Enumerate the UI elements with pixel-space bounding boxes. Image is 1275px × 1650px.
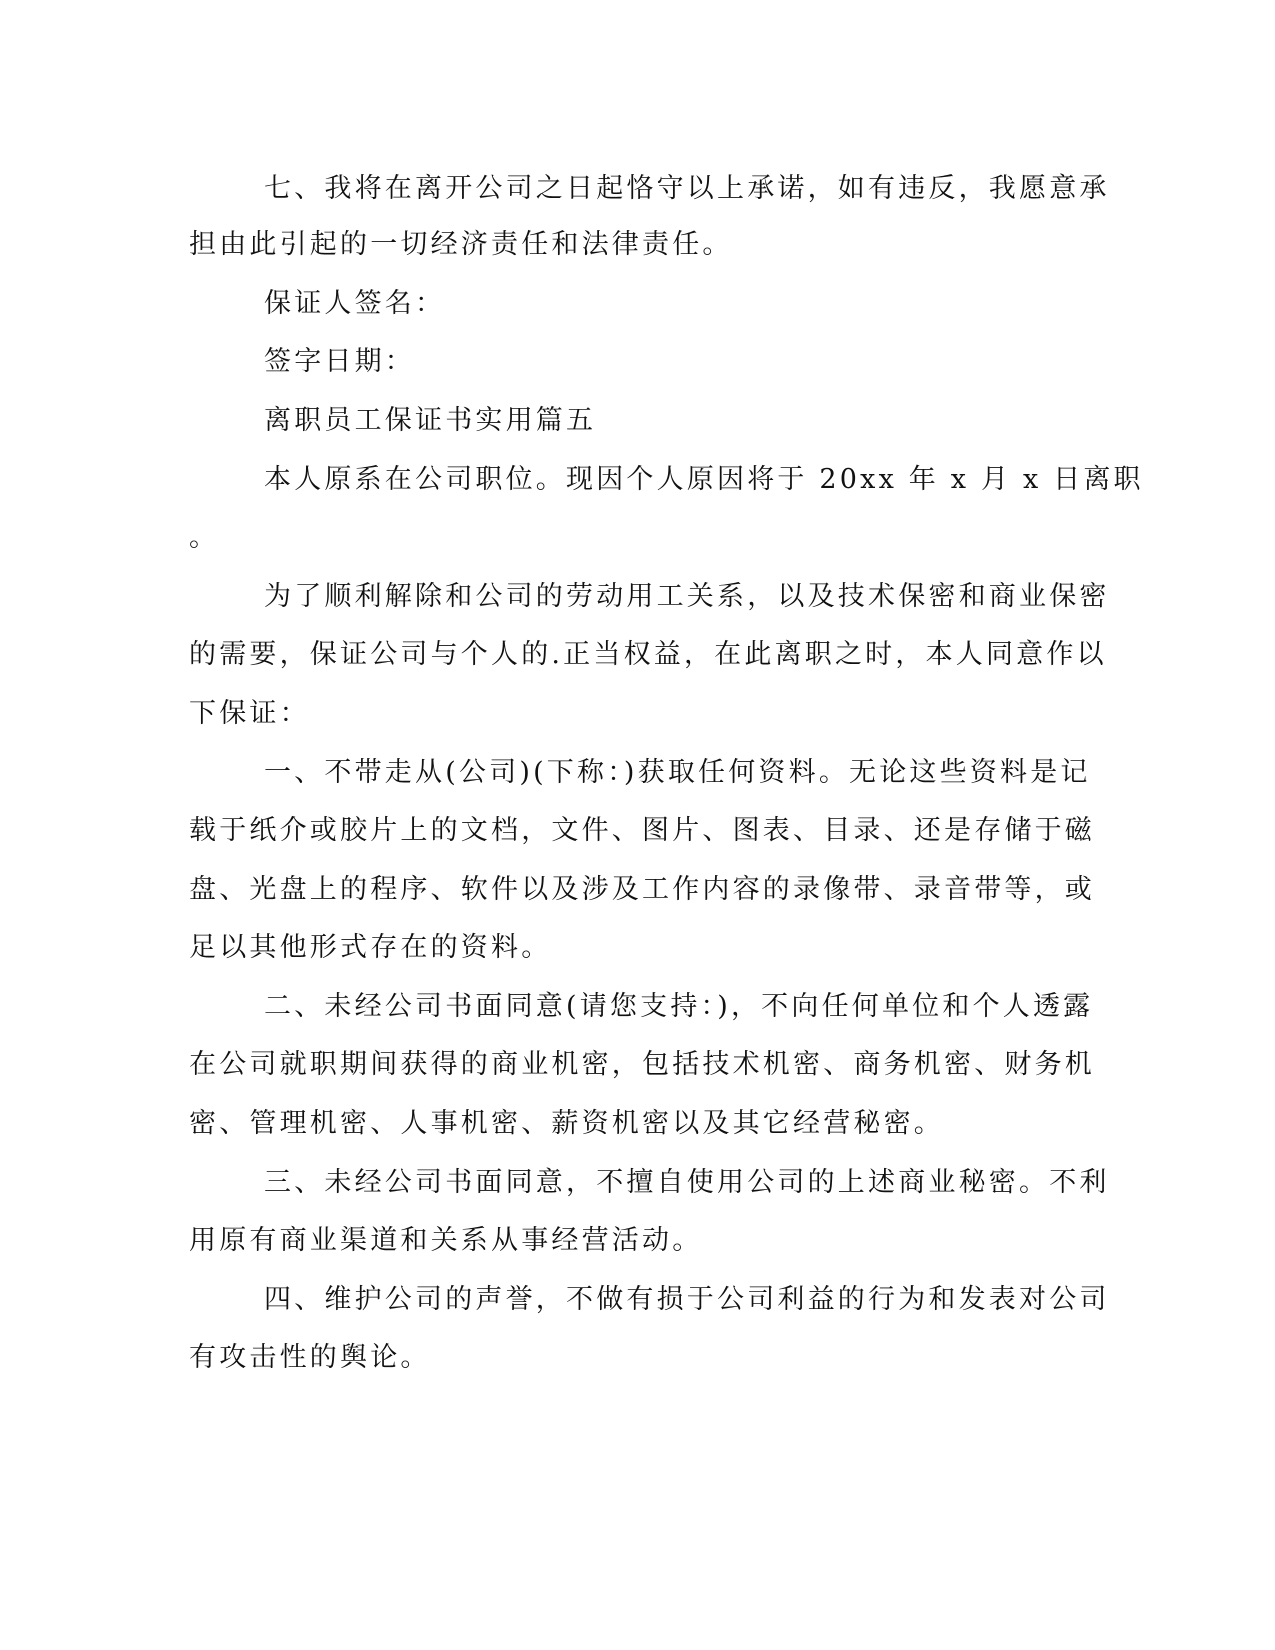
paragraph-7-line-1: 七、我将在离开公司之日起恪守以上承诺，如有违反，我愿意承 (264, 173, 1110, 204)
clause-2-line-2: 在公司就职期间获得的商业机密，包括技术机密、商务机密、财务机 (189, 1049, 1095, 1080)
clause-3-line-1: 三、未经公司书面同意，不擅自使用公司的上述商业秘密。不利 (264, 1167, 1110, 1198)
signature-date-label: 签字日期： (264, 346, 415, 377)
intro-line-2: 。 (189, 522, 220, 553)
purpose-line-3: 下保证： (189, 698, 310, 729)
intro-line-1: 本人原系在公司职位。现因个人原因将于 20xx 年 x 月 x 日离职 (264, 464, 1144, 495)
guarantor-signature-label: 保证人签名： (264, 288, 446, 319)
clause-1-line-3: 盘、光盘上的程序、软件以及涉及工作内容的录像带、录音带等，或 (189, 874, 1095, 905)
clause-1-line-1: 一、不带走从(公司)(下称：)获取任何资料。无论这些资料是记 (264, 757, 1091, 788)
clause-1-line-2: 载于纸介或胶片上的文档，文件、图片、图表、目录、还是存储于磁 (189, 815, 1095, 846)
clause-2-line-1: 二、未经公司书面同意(请您支持：)，不向任何单位和个人透露 (264, 991, 1094, 1022)
paragraph-7-line-2: 担由此引起的一切经济责任和法律责任。 (189, 229, 733, 260)
clause-4-line-1: 四、维护公司的声誉，不做有损于公司利益的行为和发表对公司 (264, 1284, 1110, 1315)
clause-4-line-2: 有攻击性的舆论。 (189, 1342, 431, 1373)
section-title: 离职员工保证书实用篇五 (264, 405, 597, 436)
clause-2-line-3: 密、管理机密、人事机密、薪资机密以及其它经营秘密。 (189, 1108, 944, 1139)
clause-1-line-4: 足以其他形式存在的资料。 (189, 932, 552, 963)
purpose-line-1: 为了顺利解除和公司的劳动用工关系，以及技术保密和商业保密 (264, 581, 1110, 612)
purpose-line-2: 的需要，保证公司与个人的.正当权益，在此离职之时，本人同意作以 (189, 639, 1107, 670)
clause-3-line-2: 用原有商业渠道和关系从事经营活动。 (189, 1225, 703, 1256)
